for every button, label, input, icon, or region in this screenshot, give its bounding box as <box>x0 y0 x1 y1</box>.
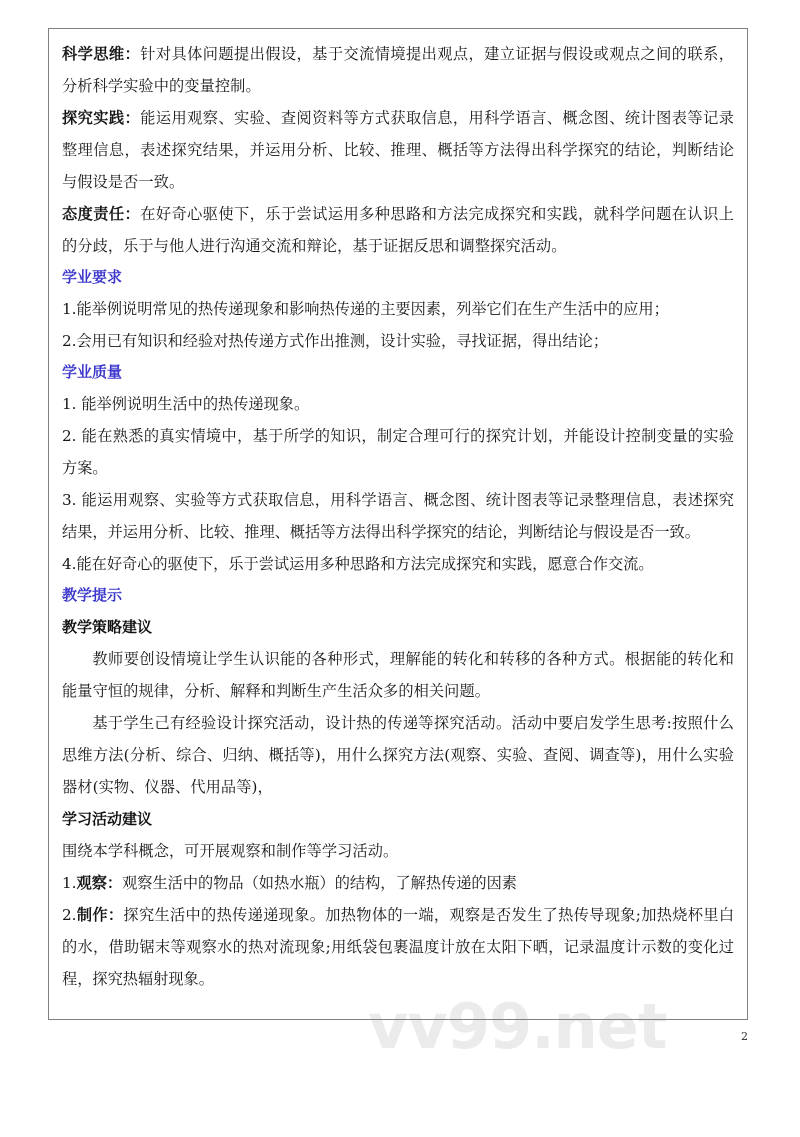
learning-activity-tag-0: 观察： <box>76 874 123 892</box>
academic-requirement-item-0: 1.能举例说明常见的热传递现象和影响热传递的主要因素，列举它们在生产生活中的应用； <box>62 300 669 318</box>
competency-paragraph-2 <box>62 198 734 262</box>
competency-label-2: 态度责任： <box>62 205 141 223</box>
content-body <box>49 29 747 995</box>
competency-paragraph-0 <box>62 38 734 102</box>
competency-paragraph-1 <box>62 102 734 198</box>
learning-activity-text-0: 观察生活中的物品（如热水瓶）的结构，了解热传递的因素 <box>122 874 517 892</box>
page-number: 2 <box>741 1030 748 1043</box>
academic-quality-item-2: 3. 能运用观察、实验等方式获取信息，用科学语言、概念图、统计图表等记录整理信息，表述探究结果，并运用分析、比较、推理、概括等方法得出科学探究的结论，判断结论与假设是否一致。 <box>62 491 734 541</box>
learning-activity-number-0: 1. <box>62 874 77 892</box>
academic-quality-item-1: 2. 能在熟悉的真实情境中，基于所学的知识，制定合理可行的探究计划，并能设计控制变量的实验方案。 <box>62 427 734 477</box>
watermark-text: vv99.net <box>368 990 667 1063</box>
learning-activity-number-1: 2. <box>62 906 77 924</box>
competency-label-1: 探究实践： <box>62 109 141 127</box>
heading-academic-requirements: 学业要求 <box>62 268 123 286</box>
learning-activity-item-1 <box>62 899 734 995</box>
heading-teaching-tips: 教学提示 <box>62 586 123 604</box>
learning-activity-item-0 <box>62 867 734 899</box>
teaching-strategy-paragraph-0: 教师要创设情境让学生认识能的各种形式，理解能的转化和转移的各种方式。根据能的转化和能量守恒的规律，分析、解释和判断生产生活众多的相关问题。 <box>62 650 734 700</box>
competency-text-0: 针对具体问题提出假设，基于交流情境提出观点，建立证据与假设或观点之间的联系，分析科学实验中的变量控制。 <box>62 45 734 95</box>
learning-activities-intro: 围绕本学科概念，可开展观察和制作等学习活动。 <box>62 842 399 860</box>
teaching-strategy-paragraph-1: 基于学生己有经验设计探究活动，设计热的传递等探究活动。活动中要启发学生思考:按照什么思维方法(分析、综合、归纳、概括等)，用什么探究方法(观察、实验、查阅、调查等)，用什么实验器材(实物、仪器、代用品等)， <box>62 714 734 796</box>
heading-academic-quality: 学业质量 <box>62 363 123 381</box>
competency-text-1: 能运用观察、实验、查阅资料等方式获取信息，用科学语言、概念图、统计图表等记录整理信息，表述探究结果，并运用分析、比较、推理、概括等方法得出科学探究的结论，判断结论与假设是否一致。 <box>62 109 734 191</box>
academic-quality-item-3: 4.能在好奇心的驱使下，乐于尝试运用多种思路和方法完成探究和实践，愿意合作交流。 <box>62 555 654 573</box>
competency-label-0: 科学思维： <box>62 45 141 63</box>
academic-quality-item-0: 1. 能举例说明生活中的热传递现象。 <box>62 395 310 413</box>
learning-activity-tag-1: 制作： <box>76 906 124 924</box>
competency-text-2: 在好奇心驱使下，乐于尝试运用多种思路和方法完成探究和实践，就科学问题在认识上的分歧，乐于与他人进行沟通交流和辩论，基于证据反思和调整探究活动。 <box>62 205 734 255</box>
subheading-learning-activities: 学习活动建议 <box>62 810 153 828</box>
content-frame <box>48 28 748 1020</box>
subheading-teaching-strategy: 教学策略建议 <box>62 618 153 636</box>
learning-activity-text-1: 探究生活中的热传递递现象。加热物体的一端，观察是否发生了热传导现象;加热烧杯里白的水，借助锯末等观察水的热对流现象;用纸袋包裹温度计放在太阳下晒，记录温度计示数的变化过程，探究热辐射现象。 <box>62 906 735 988</box>
academic-requirement-item-1: 2.会用已有知识和经验对热传递方式作出推测，设计实验，寻找证据，得出结论； <box>62 332 609 350</box>
